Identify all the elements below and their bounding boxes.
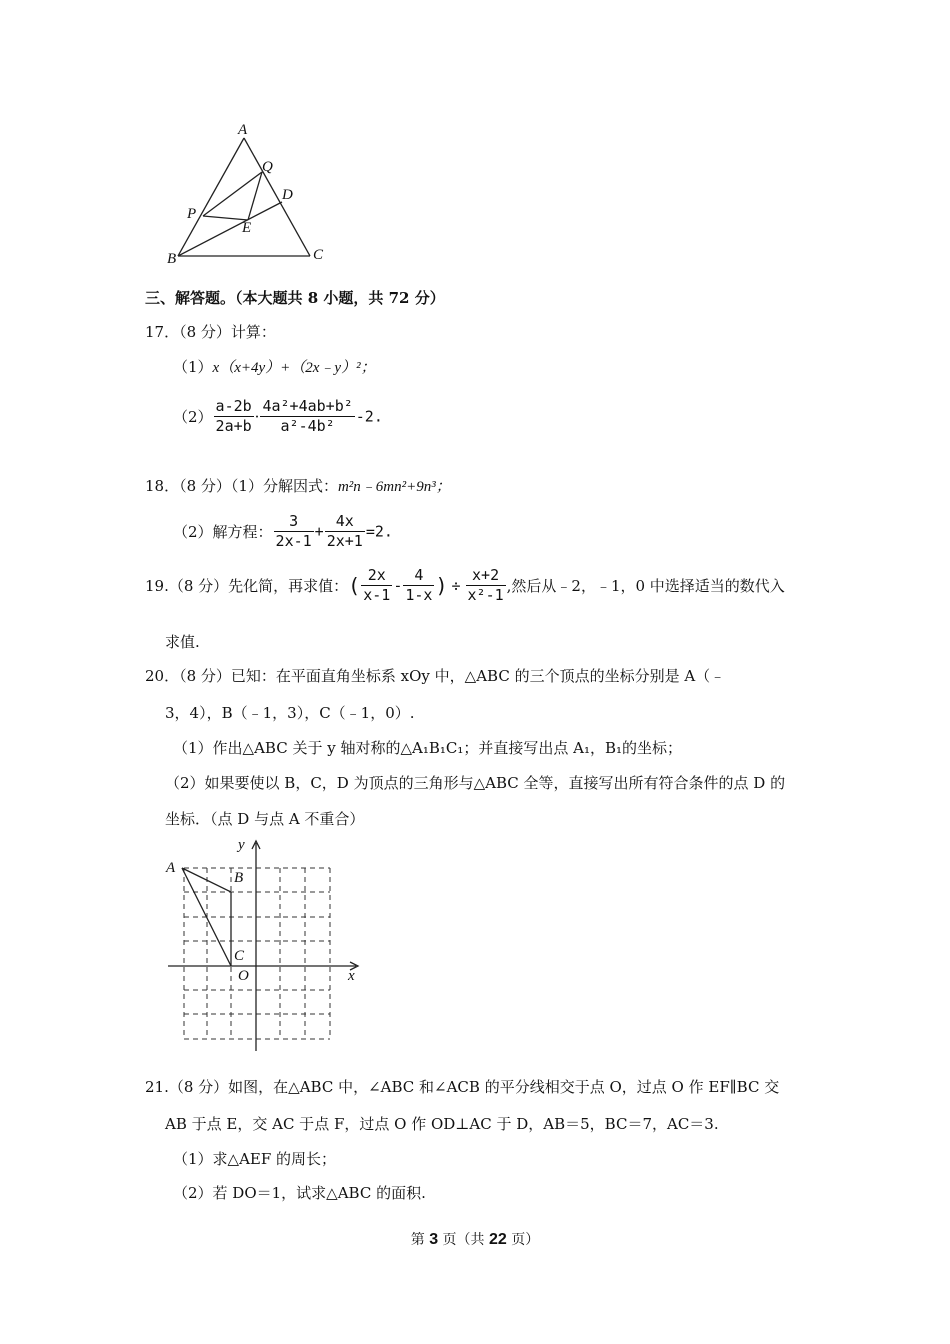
q17-frac2-num: 4a²+4ab+b² — [262, 397, 353, 415]
q18-frac2-den: 2x+1 — [326, 532, 363, 550]
q18-frac1 — [274, 512, 314, 551]
q18-frac1-den: 2x-1 — [275, 532, 312, 550]
grid-label-o: O — [238, 968, 249, 984]
q17-frac2 — [260, 397, 354, 436]
label-d: D — [282, 187, 293, 203]
q19-frac3-den: x²-1 — [467, 586, 504, 604]
label-q: Q — [262, 159, 273, 175]
q19-head: 19.（8 分）先化简，再求值： — [145, 577, 349, 595]
q19-frac2-num: 4 — [403, 566, 434, 586]
q17-part1 — [173, 356, 376, 377]
q17-p1-label: （1） — [173, 358, 213, 376]
q17-frac2-den: a²-4b² — [280, 417, 335, 435]
q21-line4: （2）若 DO＝1，试求△ABC 的面积. — [173, 1184, 426, 1202]
footer-total-pages: 22 — [489, 1231, 507, 1248]
q17-p2-label: （2） — [173, 408, 213, 426]
q19-line2: 求值. — [165, 633, 200, 651]
q19-frac2 — [403, 566, 434, 605]
q19-tail: ,然后从﹣2，﹣1，0 中选择适当的数代入 — [506, 577, 785, 595]
q17-dot: · — [254, 407, 260, 426]
grid-label-b: B — [234, 870, 244, 886]
page-footer — [0, 1229, 950, 1249]
label-p: P — [187, 206, 197, 222]
q19-frac3 — [466, 566, 506, 605]
coordinate-grid-figure — [160, 835, 370, 1055]
q18-part2 — [173, 512, 393, 551]
q18-head: 18．（8 分）（1）分解因式： — [145, 477, 338, 495]
q20-line1: 20．（8 分）已知：在平面直角坐标系 xOy 中，△ABC 的三个顶点的坐标分别是 A（﹣ — [145, 667, 726, 685]
q19-frac1 — [361, 566, 392, 605]
q20-line5: 坐标．（点 D 与点 A 不重合） — [165, 810, 365, 828]
footer-pre: 第 — [410, 1232, 430, 1248]
grid-label-c: C — [234, 948, 245, 964]
q17-part2 — [173, 397, 383, 436]
q17-frac1-den: 2a+b — [215, 417, 252, 435]
q19-div: ÷ — [451, 576, 461, 595]
grid-label-y: y — [238, 837, 245, 853]
q20-line4: （2）如果要使以 B，C，D 为顶点的三角形与△ABC 全等，直接写出所有符合条件的点 D 的 — [165, 774, 786, 792]
footer-post: 页） — [506, 1232, 540, 1248]
q18-frac1-num: 3 — [274, 512, 314, 532]
label-a: A — [238, 122, 248, 138]
q18-p2-label: （2）解方程： — [173, 523, 273, 541]
q21-line3: （1）求△AEF 的周长； — [173, 1150, 337, 1168]
q18-head-line — [145, 475, 451, 496]
q19-rparen: ) — [435, 573, 448, 598]
q21-line2: AB 于点 E，交 AC 于点 F，过点 O 作 OD⊥AC 于 D，AB＝5，BC＝7，AC＝3. — [165, 1115, 719, 1133]
q20-line3: （1）作出△ABC 关于 y 轴对称的△A₁B₁C₁；并直接写出点 A₁，B₁的坐标； — [173, 739, 683, 757]
q19-lparen: ( — [348, 573, 361, 598]
q18-plus: + — [314, 522, 324, 541]
q17-p1-expr: x（x+4y）+（2x﹣y）²； — [212, 360, 376, 376]
q18-p1-expr: m²n﹣6mn²+9n³； — [337, 479, 451, 495]
q19-frac1-num: 2x — [361, 566, 392, 586]
q19-line1 — [145, 566, 785, 605]
grid-label-a: A — [166, 860, 176, 876]
label-b: B — [167, 251, 177, 267]
q18-tail: =2. — [365, 522, 393, 541]
footer-page-number: 3 — [429, 1231, 439, 1248]
label-e: E — [242, 220, 252, 236]
label-c: C — [313, 247, 324, 263]
q17-frac1-num: a-2b — [215, 397, 252, 415]
grid-label-x: x — [348, 968, 355, 984]
q17-frac1 — [214, 397, 254, 436]
q20-line2: 3，4），B（﹣1，3），C（﹣1，0）. — [165, 704, 415, 722]
q19-frac1-den: x-1 — [363, 586, 391, 604]
q19-frac2-den: 1-x — [405, 586, 433, 604]
q19-minus: - — [393, 576, 403, 595]
q17-tail: -2. — [355, 407, 383, 426]
q19-frac3-num: x+2 — [466, 566, 506, 586]
footer-mid: 页（共 — [438, 1232, 489, 1248]
q17-head: 17．（8 分）计算： — [145, 323, 276, 341]
q21-line1: 21.（8 分）如图，在△ABC 中，∠ABC 和∠ACB 的平分线相交于点 O，过点 O 作 EF∥BC 交 — [145, 1078, 780, 1096]
q18-frac2 — [325, 512, 365, 551]
q18-frac2-num: 4x — [325, 512, 365, 532]
section-title: 三、解答题。（本大题共 8 小题，共 72 分） — [145, 289, 445, 307]
